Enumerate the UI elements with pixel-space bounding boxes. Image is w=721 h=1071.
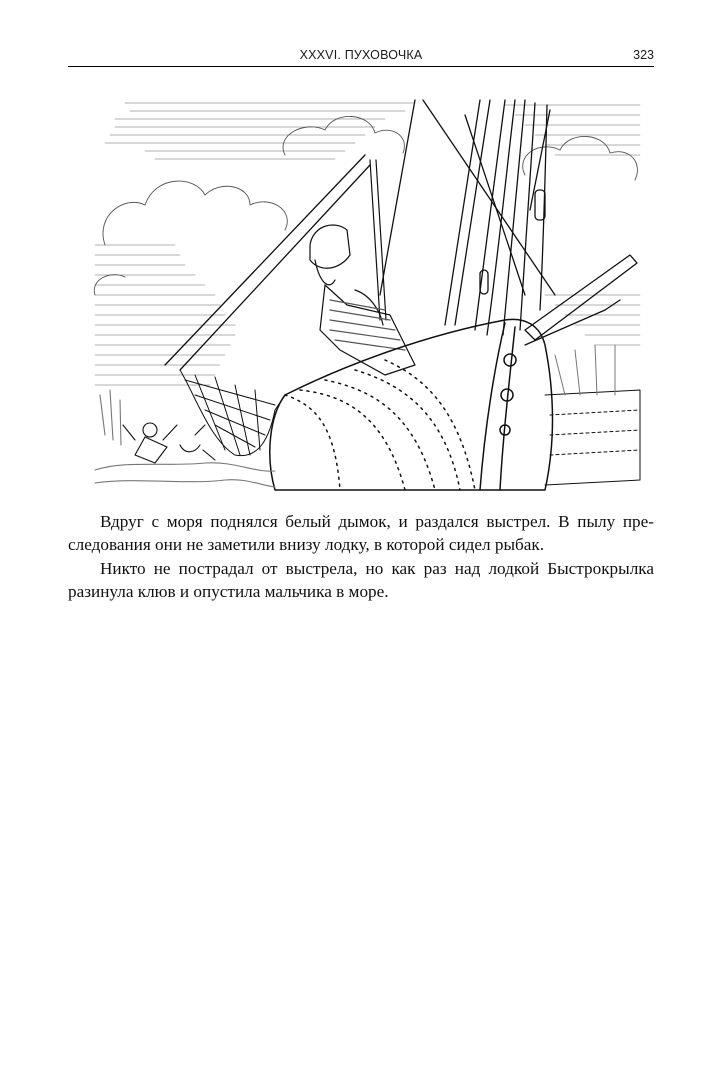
text-line: разинула клюв и опустила мальчика в море. xyxy=(68,582,389,602)
paragraph xyxy=(68,510,654,557)
page-number: 323 xyxy=(633,48,654,62)
rigging xyxy=(165,100,555,370)
chapter-title: XXXVI. ПУХОВОЧКА xyxy=(299,48,423,62)
fishing-net xyxy=(180,370,285,456)
header-rule xyxy=(68,66,654,67)
boat-hull xyxy=(270,319,553,490)
text-line: следования они не заметили внизу лодку, в которой сидел рыбак. xyxy=(68,535,545,555)
body-text xyxy=(68,510,654,604)
sky-hatching xyxy=(95,103,640,385)
running-head xyxy=(68,48,654,66)
paragraph xyxy=(68,557,654,604)
text-line: Вдруг с моря поднялся белый дымок, и раздался выстрел. В пылу пре- xyxy=(100,512,654,531)
boy-in-water xyxy=(95,390,275,487)
fisherman xyxy=(310,160,415,375)
second-boat xyxy=(545,345,640,485)
text-line: Никто не пострадал от выстрела, но как раз над лодкой Быстрокрылка xyxy=(100,558,654,578)
illustration xyxy=(85,95,645,500)
